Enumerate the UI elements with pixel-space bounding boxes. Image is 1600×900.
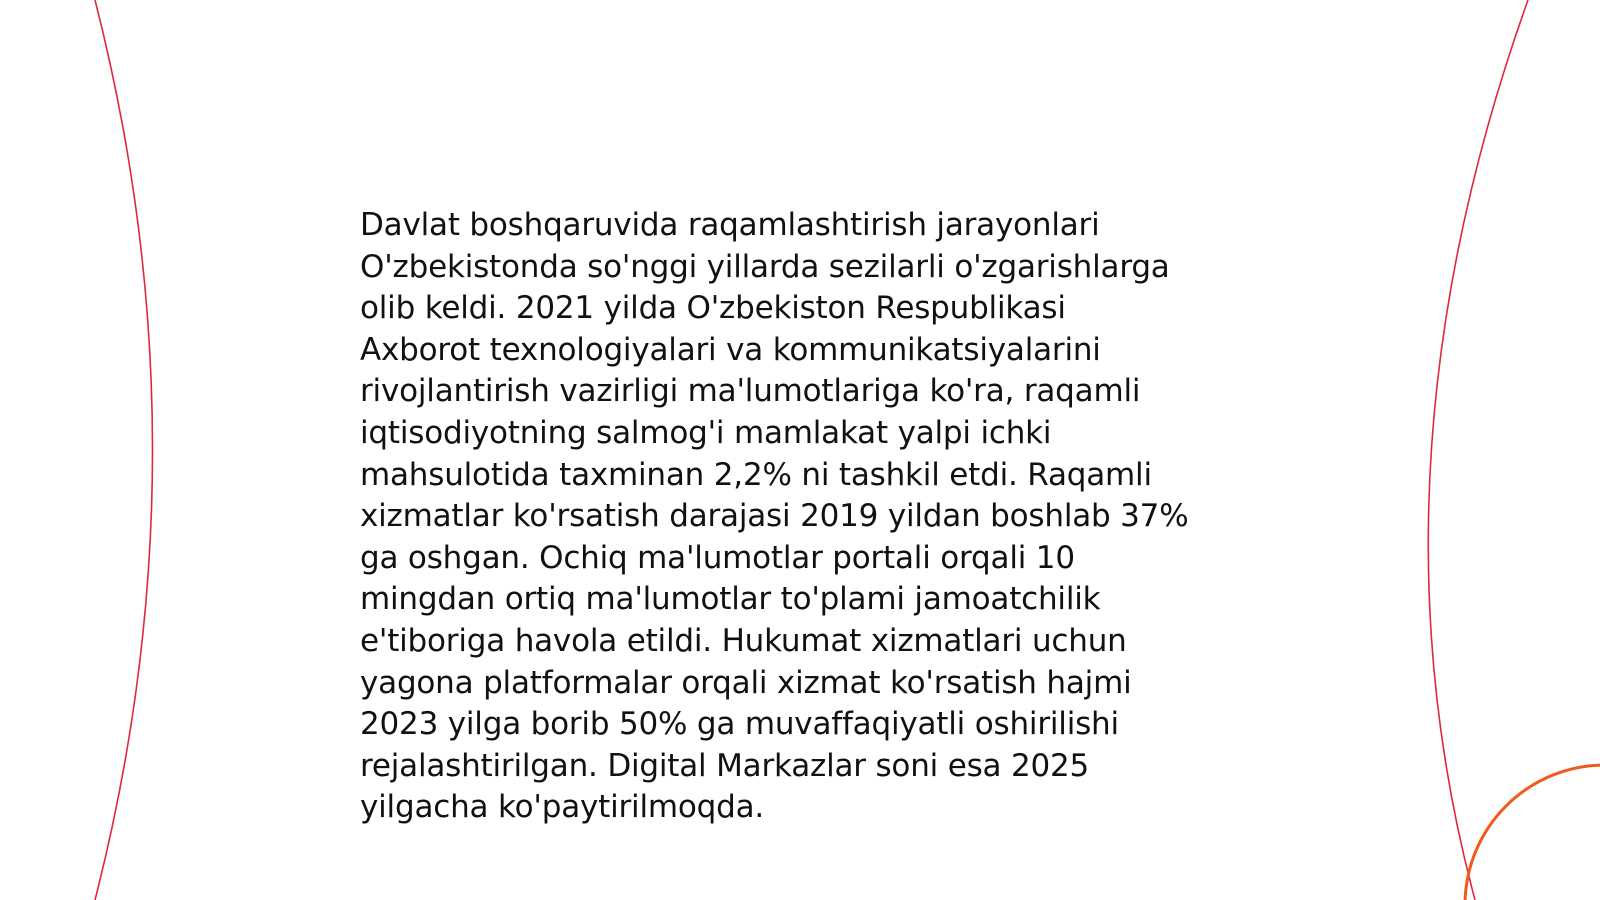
right-arc bbox=[1428, 0, 1528, 900]
left-arc bbox=[95, 0, 153, 900]
orange-circle bbox=[1465, 765, 1600, 900]
slide-body-text: Davlat boshqaruvida raqamlashtirish jarayonlari O'zbekistonda so'nggi yillarda sezilarli o'zgarishlarga olib keldi. 2021 yilda O'zbekiston Respublikasi Axborot texnologiyalari va kommunikatsiyalarini rivojlantirish vazirligi ma'lumotlariga ko'ra, raqamli iqtisodiyotning salmog'i mamlakat yalpi ichki mahsulotida taxminan 2,2% ni tashkil etdi. Raqamli xizmatlar ko'rsatish darajasi 2019 yildan boshlab 37% ga oshgan. Ochiq ma'lumotlar portali orqali 10 mingdan ortiq ma'lumotlar to'plami jamoatchilik e'tiboriga havola etildi. Hukumat xizmatlari uchun yagona platformalar orqali xizmat ko'rsatish hajmi 2023 yilga borib 50% ga muvaffaqiyatli oshirilishi rejalashtirilgan. Digital Markazlar soni esa 2025 yilgacha ko'paytirilmoqda. bbox=[360, 207, 1189, 826]
